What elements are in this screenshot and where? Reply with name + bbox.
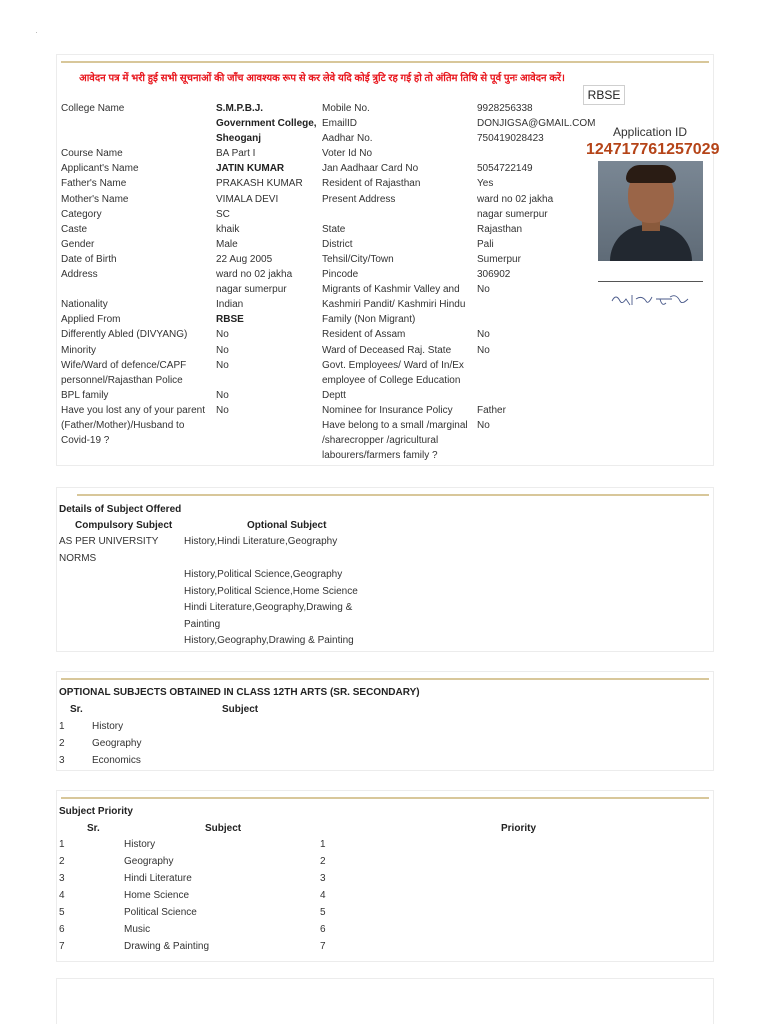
detail-label: Jan Aadhaar Card No [322, 163, 419, 175]
compulsory-subject-line: NORMS [59, 552, 97, 564]
priority-row-subject: Political Science [124, 907, 197, 918]
detail-label: Nominee for Insurance Policy [322, 404, 453, 416]
optional-subject-line: Hindi Literature,Geography,Drawing & [184, 602, 353, 613]
optional-subject-line: Painting [184, 618, 221, 630]
detail-value: nagar sumerpur [216, 284, 287, 296]
class12-subjects-card [56, 671, 714, 771]
detail-value: 9928256338 [477, 103, 533, 114]
class12-row-sr: 3 [59, 755, 65, 766]
detail-label: Aadhar No. [322, 133, 373, 145]
detail-label: Govt. Employees/ Ward of In/Ex [322, 359, 464, 371]
priority-row-priority: 4 [320, 890, 326, 901]
detail-label: Date of Birth [61, 253, 117, 265]
priority-row-sr: 6 [59, 924, 65, 935]
detail-label: Deptt [322, 389, 346, 401]
right-labels-column [322, 101, 477, 463]
detail-label: College Name [61, 103, 125, 114]
detail-label: employee of College Education [322, 374, 461, 386]
divider [61, 797, 709, 799]
detail-label: Minority [61, 344, 97, 356]
detail-label: Wife/Ward of defence/CAPF [61, 359, 187, 371]
detail-label: Category [61, 208, 102, 220]
priority-row-subject: History [124, 839, 156, 850]
optional-subject-line [184, 551, 358, 568]
detail-label: State [322, 223, 346, 235]
priority-row-sr: 2 [59, 856, 65, 867]
right-values-column [477, 101, 597, 463]
detail-label [322, 207, 477, 222]
application-id-label: Application ID [613, 125, 688, 139]
class12-row-subject: Geography [92, 738, 142, 749]
priority-row-sr: 5 [59, 907, 65, 918]
priority-row-subject: Drawing & Painting [124, 941, 210, 952]
priority-title: Subject Priority [59, 806, 133, 817]
priority-row-priority: 1 [320, 839, 326, 850]
class12-subject-header: Subject [222, 704, 259, 715]
applicant-signature [598, 285, 703, 315]
priority-row-priority: 6 [320, 924, 326, 935]
detail-value: Sheoganj [216, 133, 262, 145]
optional-subject-line: History,Political Science,Home Science [184, 585, 358, 597]
detail-value: Government College, [216, 118, 317, 130]
class12-title: OPTIONAL SUBJECTS OBTAINED IN CLASS 12TH ARTS (SR. SECONDARY) [59, 687, 420, 698]
detail-label: Ward of Deceased Raj. State [322, 344, 452, 356]
priority-row-sr: 1 [59, 839, 65, 850]
detail-value: ward no 02 jakha [477, 193, 554, 205]
detail-value: No [477, 329, 490, 341]
detail-value: No [216, 404, 229, 416]
compulsory-subject-line: AS PER UNIVERSITY [59, 536, 159, 547]
detail-label [61, 131, 211, 146]
detail-value [216, 373, 321, 388]
detail-label: /sharecropper /agricultural [322, 435, 439, 447]
detail-value: VIMALA DEVI [216, 193, 279, 205]
priority-row-priority: 7 [320, 941, 326, 952]
class12-row-subject: Economics [92, 755, 141, 766]
class12-row-sr: 1 [59, 721, 65, 732]
detail-label: Tehsil/City/Town [322, 253, 394, 265]
detail-label: Differently Abled (DIVYANG) [61, 329, 188, 341]
detail-value [477, 297, 597, 312]
detail-value: No [216, 389, 229, 401]
detail-label: Migrants of Kashmir Valley and [322, 284, 460, 296]
detail-value [477, 146, 597, 161]
detail-value: Rajasthan [477, 223, 523, 235]
optional-subject-cell [184, 534, 358, 650]
detail-value: Male [216, 238, 238, 250]
divider [61, 678, 709, 680]
divider [61, 61, 709, 63]
detail-value: SC [216, 208, 230, 220]
detail-label: Gender [61, 238, 95, 250]
detail-value: BA Part I [216, 148, 256, 160]
priority-row-priority: 3 [320, 873, 326, 884]
class12-row-sr: 2 [59, 738, 65, 749]
detail-label: Mobile No. [322, 103, 370, 114]
detail-value: No [216, 344, 229, 356]
detail-value: khaik [216, 223, 240, 235]
detail-value: No [216, 359, 229, 371]
detail-value: S.M.P.B.J. [216, 103, 264, 114]
detail-value: PRAKASH KUMAR [216, 178, 303, 190]
applicant-details-card [56, 54, 720, 466]
priority-row-priority: 2 [320, 856, 326, 867]
detail-label: Resident of Assam [322, 329, 406, 341]
application-id-value: 124717761257029 [586, 141, 720, 158]
optional-subject-line: History,Political Science,Geography [184, 569, 343, 580]
class12-sr-header: Sr. [70, 704, 83, 715]
detail-label: Covid-19 ? [61, 435, 110, 447]
detail-value [477, 433, 597, 448]
detail-value: No [477, 284, 490, 296]
detail-value [477, 388, 597, 403]
detail-value: nagar sumerpur [477, 208, 548, 220]
optional-subject-line: History,Hindi Literature,Geography [184, 536, 338, 547]
detail-label: EmailID [322, 118, 358, 130]
signature-line [598, 281, 703, 282]
detail-label: Address [61, 269, 98, 281]
detail-value: DONJIGSA@GMAIL.COM [477, 118, 596, 130]
notice-text: आवेदन पत्र में भरी हुई सभी सूचनाओं की जाँच आवश्यक रूप से कर लेवे यदि कोई त्रुटि रह गई हो तो अंतिम तिथि से पूर्व पुनः आवेदन करें। [79, 73, 565, 84]
detail-value [477, 373, 597, 388]
detail-value [216, 433, 321, 448]
detail-value [477, 448, 597, 463]
left-labels-column [61, 101, 211, 448]
detail-value: Sumerpur [477, 253, 521, 265]
priority-row-subject: Geography [124, 856, 174, 867]
priority-row-sr: 3 [59, 873, 65, 884]
detail-label: Kashmiri Pandit/ Kashmiri Hindu [322, 299, 466, 311]
detail-label: Applicant's Name [61, 163, 139, 175]
detail-value: Pali [477, 238, 494, 250]
detail-label [61, 116, 211, 131]
priority-row-priority: 5 [320, 907, 326, 918]
left-values-column [216, 101, 321, 448]
detail-label: Nationality [61, 299, 108, 311]
detail-value [477, 358, 597, 373]
optional-subject-line: History,Geography,Drawing & Painting [184, 635, 354, 646]
detail-value: No [477, 344, 490, 356]
priority-row-sr: 7 [59, 941, 65, 952]
detail-label: Family (Non Migrant) [322, 314, 416, 326]
detail-value: 22 Aug 2005 [216, 253, 273, 265]
board-badge: RBSE [583, 85, 625, 105]
detail-value: JATIN KUMAR [216, 163, 285, 175]
next-section-card [56, 978, 714, 1024]
detail-label: Have you lost any of your parent [61, 404, 205, 416]
detail-value [477, 312, 597, 327]
detail-value: 5054722149 [477, 163, 533, 175]
priority-subject-header: Subject [205, 823, 242, 834]
detail-label: Voter Id No [322, 148, 373, 160]
priority-sr-header: Sr. [87, 823, 100, 834]
scan-dot [36, 32, 37, 33]
subjects-offered-card [56, 487, 714, 652]
detail-label [61, 282, 211, 297]
detail-label: Resident of Rajasthan [322, 178, 421, 190]
detail-value: Father [477, 404, 506, 416]
detail-value: No [477, 419, 490, 431]
priority-row-sr: 4 [59, 890, 65, 901]
compulsory-subject-cell [59, 534, 158, 567]
detail-label: personnel/Rajasthan Police [61, 374, 183, 386]
detail-label: (Father/Mother)/Husband to [61, 419, 185, 431]
detail-value: Yes [477, 178, 494, 190]
divider [77, 494, 709, 496]
applicant-photo [598, 161, 703, 261]
detail-value: 750419028423 [477, 133, 544, 145]
subject-priority-card [56, 790, 714, 962]
priority-priority-header: Priority [501, 823, 537, 834]
detail-value: ward no 02 jakha [216, 269, 293, 281]
detail-label: Applied From [61, 314, 121, 326]
detail-value: 306902 [477, 269, 511, 281]
detail-label: BPL family [61, 389, 109, 401]
detail-label: Caste [61, 223, 88, 235]
detail-label: labourers/farmers family ? [322, 450, 438, 462]
priority-row-subject: Home Science [124, 890, 190, 901]
priority-row-subject: Music [124, 924, 151, 935]
class12-row-subject: History [92, 721, 124, 732]
detail-label: Course Name [61, 148, 123, 160]
detail-value: RBSE [216, 314, 244, 326]
detail-label: District [322, 238, 353, 250]
detail-label: Father's Name [61, 178, 127, 190]
detail-label: Pincode [322, 269, 359, 281]
detail-value: Indian [216, 299, 244, 311]
detail-label: Have belong to a small /marginal [322, 419, 468, 431]
detail-value: No [216, 329, 229, 341]
detail-label: Present Address [322, 193, 396, 205]
compulsory-subject-header: Compulsory Subject [75, 520, 173, 531]
optional-subject-header: Optional Subject [247, 520, 327, 531]
detail-value [216, 418, 321, 433]
subjects-offered-title: Details of Subject Offered [59, 504, 182, 515]
detail-label: Mother's Name [61, 193, 129, 205]
priority-row-subject: Hindi Literature [124, 873, 192, 884]
